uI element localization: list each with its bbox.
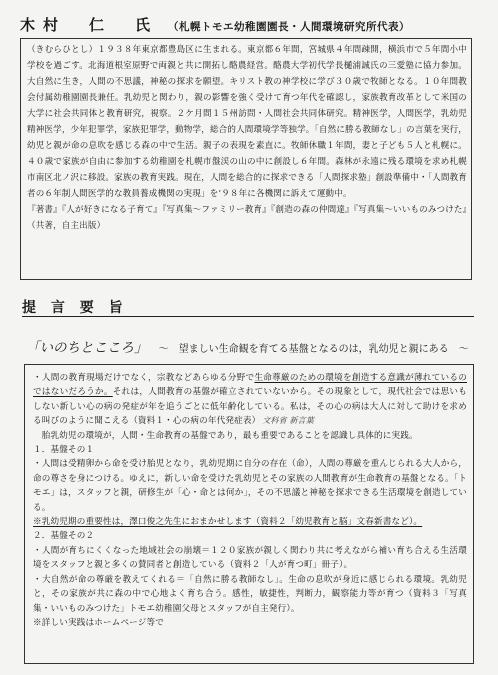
biography-box xyxy=(20,38,472,280)
section-title xyxy=(22,297,474,317)
speaker-name: 木村 仁 氏 xyxy=(20,16,159,34)
intro-paragraph-2: 胎乳幼児の環境が，人間・生命教育の基盤であり，最も重要であることを認識し具体的に実践。 xyxy=(33,430,418,441)
intro-text-b: それは，人間教育の基盤が確立されていないから。その現象として，現代社会では思いもしない新しい心の病の発症が年を追うごとに低年齢化している。私は，その心の病は大人に対して助けを求める叫びのように聞こえる（資料１・心の病の年代発症表） xyxy=(33,387,467,427)
speaker-affiliation: （札幌トモエ幼稚園園長・人間環境研究所代表） xyxy=(168,21,411,33)
biography-text: （きむらひとし）１９３８年東京都豊島区に生まれる。東京都６年間，宮城県４年間疎開，横浜市で５年間小中学校を過ごす。北海道根室原野で両親と共に開拓し酪農経営。酪農大学初代学長樋浦誠氏の三愛塾に協力参加。大自然に生き，人間の不思議，神秘の探求を願望。キリスト教の神学校に学び３０歳で牧師となる。１０年間教会付属幼稚園園長兼任。乳幼児と関わり，親の影響を強く受けて育つ年代を確認し，家族教育改革として米国の大学に社会共同体と教育研究，視察。２ケ月間１５州訪問・人間社会共同体研究。精神医学，人間医学，乳幼児精神医学，少年犯罪学，家族犯罪学，動物学，総合的人間環境学等独学。「自然に勝る教師なし」の言葉を実行，幼児と親が命の息吹を感じる森の中で生活。親子の表現を素直に。牧師休職１年間，妻と子ども５人と札幌に。４０歳で家族が自由に参加する幼稚園を札幌市盤渓の山の中に創設し６年間。森林が永遠に残る環境を求め札幌市南区北ノ沢に移設。家族の教育実践。現在，人間を総合的に探求できる「人間探求塾」創設準備中・「人間教育者の６年制人間医学的な教員養成機関の実現」を’９８年に各機関に訴えて運動中。 xyxy=(27,45,467,199)
intro-paragraph-1 xyxy=(33,371,467,429)
intro-text-underlined: 生命尊厳のための環境を創造する意識が薄れているのではないだろうか。 xyxy=(33,373,467,398)
intro-text-a: ・人間の教育現場だけでなく，宗教などあらゆる分野で xyxy=(33,373,255,383)
practice1-note: ※乳幼児期の重要性は，澤口俊之先生におまかせします（資料２「幼児教育と脳」文春新書など）。 xyxy=(33,517,423,528)
theme-subtitle: ～ 望ましい生命観を育てる基盤となるのは，乳幼児と親にある ～ xyxy=(158,344,469,355)
biography-works: 『著書』『人が好きになる子育て』『写真集～ファミリー教育』『創造の森の仲間達』『写真集～いいものみつけた』（共著，自主出版） xyxy=(27,205,467,231)
practice2-text-b: ・大自然が命の尊厳を教えてくれる＝「自然に勝る教師なし」。生命の息吹が身近に感じられる環境。乳幼児と，その家族が共に森の中で心地よく育ち合う。感性，敏捷性，判断力，観察能力等が育つ（資料３「写真集・いいものみつけた」トモエ幼稚園父母とスタッフが自主発行）。 xyxy=(33,574,467,614)
practice2-heading: ２．基盤その２ xyxy=(33,531,95,542)
theme-title: 「いのちとこころ」 xyxy=(26,340,148,356)
practice2-note: ※詳しい実践はホームページ等で xyxy=(33,617,164,628)
speaker-header xyxy=(20,14,410,35)
practice1-text: ・人間は受精卵から命を受け胎児となり，乳幼児期に自分の存在（命），人間の尊厳を重んじられる大人から，命の尊さを身につける。ゆえに，新しい命を受けた乳幼児とその家族の人間教育が生命教育の基盤となる。「トモエ」は，スタッフと親，研修生が「心・命とは何か」，その不思議と神秘を探求できる生活環境を創造している。 xyxy=(33,459,467,513)
practice1-heading: １．基盤その１ xyxy=(33,445,95,456)
practice2-text-a: ・人間が育ちにくくなった地域社会の崩壊＝１２０家族が親しく関わり共に考えながら補い育ち合える生活環境をスタッフと親と多くの賛同者と創造している（資料２「人が育つ町」冊子）。 xyxy=(33,545,467,571)
handwritten-note: 文科省 新言葉 xyxy=(262,416,314,426)
proposal-box xyxy=(24,364,474,664)
section-title-text: 提 言 要 旨 xyxy=(22,300,128,316)
theme-line xyxy=(26,336,476,356)
